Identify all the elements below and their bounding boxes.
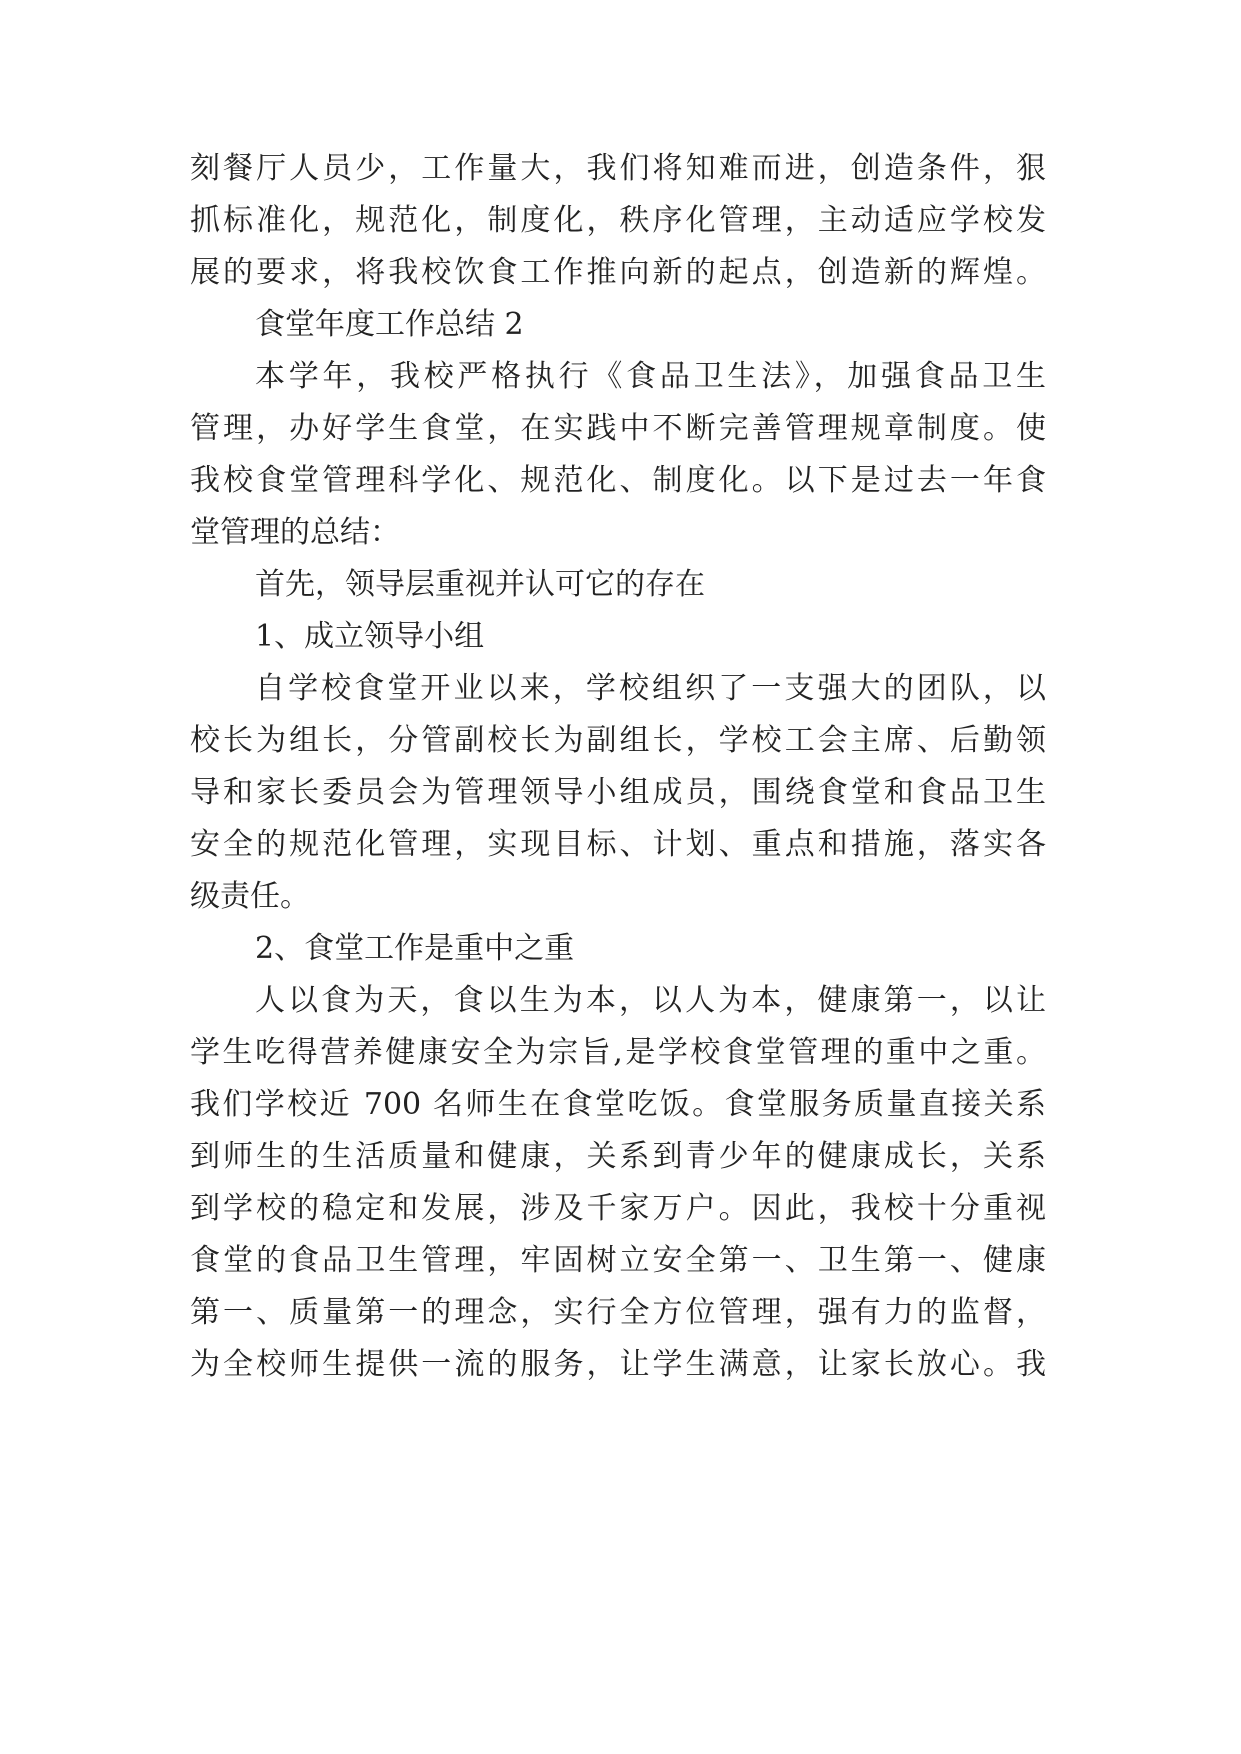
section-heading: 食堂年度工作总结 2 xyxy=(255,307,524,342)
text-line: 我们学校近 700 名师生在食堂吃饭。食堂服务质量直接关系 xyxy=(190,1087,1046,1122)
text-line: 管理，办好学生食堂，在实践中不断完善管理规章制度。使 xyxy=(190,411,1046,446)
text-line: 刻餐厅人员少，工作量大，我们将知难而进，创造条件，狠 xyxy=(190,151,1046,186)
text-line: 抓标准化，规范化，制度化，秩序化管理，主动适应学校发 xyxy=(190,203,1046,238)
text-line: 到师生的生活质量和健康，关系到青少年的健康成长，关系 xyxy=(190,1139,1046,1174)
paragraph-first-line: 本学年，我校严格执行《食品卫生法》，加强食品卫生 xyxy=(255,359,1046,394)
numbered-heading: 1、成立领导小组 xyxy=(255,619,485,654)
paragraph-first-line: 人以食为天，食以生为本，以人为本，健康第一，以让 xyxy=(255,983,1046,1018)
text-line: 校长为组长，分管副校长为副组长，学校工会主席、后勤领 xyxy=(190,723,1046,758)
paragraph-first-line: 自学校食堂开业以来，学校组织了一支强大的团队，以 xyxy=(255,671,1046,706)
text-line: 到学校的稳定和发展，涉及千家万户。因此，我校十分重视 xyxy=(190,1191,1046,1226)
text-line: 展的要求，将我校饮食工作推向新的起点，创造新的辉煌。 xyxy=(190,255,1046,290)
text-line: 为全校师生提供一流的服务，让学生满意，让家长放心。我 xyxy=(190,1347,1046,1382)
text-line: 食堂的食品卫生管理，牢固树立安全第一、卫生第一、健康 xyxy=(190,1243,1046,1278)
text-line: 导和家长委员会为管理领导小组成员，围绕食堂和食品卫生 xyxy=(190,775,1046,810)
text-line: 第一、质量第一的理念，实行全方位管理，强有力的监督， xyxy=(190,1295,1046,1330)
text-line: 我校食堂管理科学化、规范化、制度化。以下是过去一年食 xyxy=(190,463,1046,498)
numbered-heading: 2、食堂工作是重中之重 xyxy=(255,931,575,966)
subheading: 首先，领导层重视并认可它的存在 xyxy=(255,567,705,602)
text-line: 级责任。 xyxy=(190,879,310,914)
text-line: 学生吃得营养健康安全为宗旨,是学校食堂管理的重中之重。 xyxy=(190,1035,1046,1070)
text-line: 安全的规范化管理，实现目标、计划、重点和措施，落实各 xyxy=(190,827,1046,862)
text-line: 堂管理的总结： xyxy=(190,515,400,550)
